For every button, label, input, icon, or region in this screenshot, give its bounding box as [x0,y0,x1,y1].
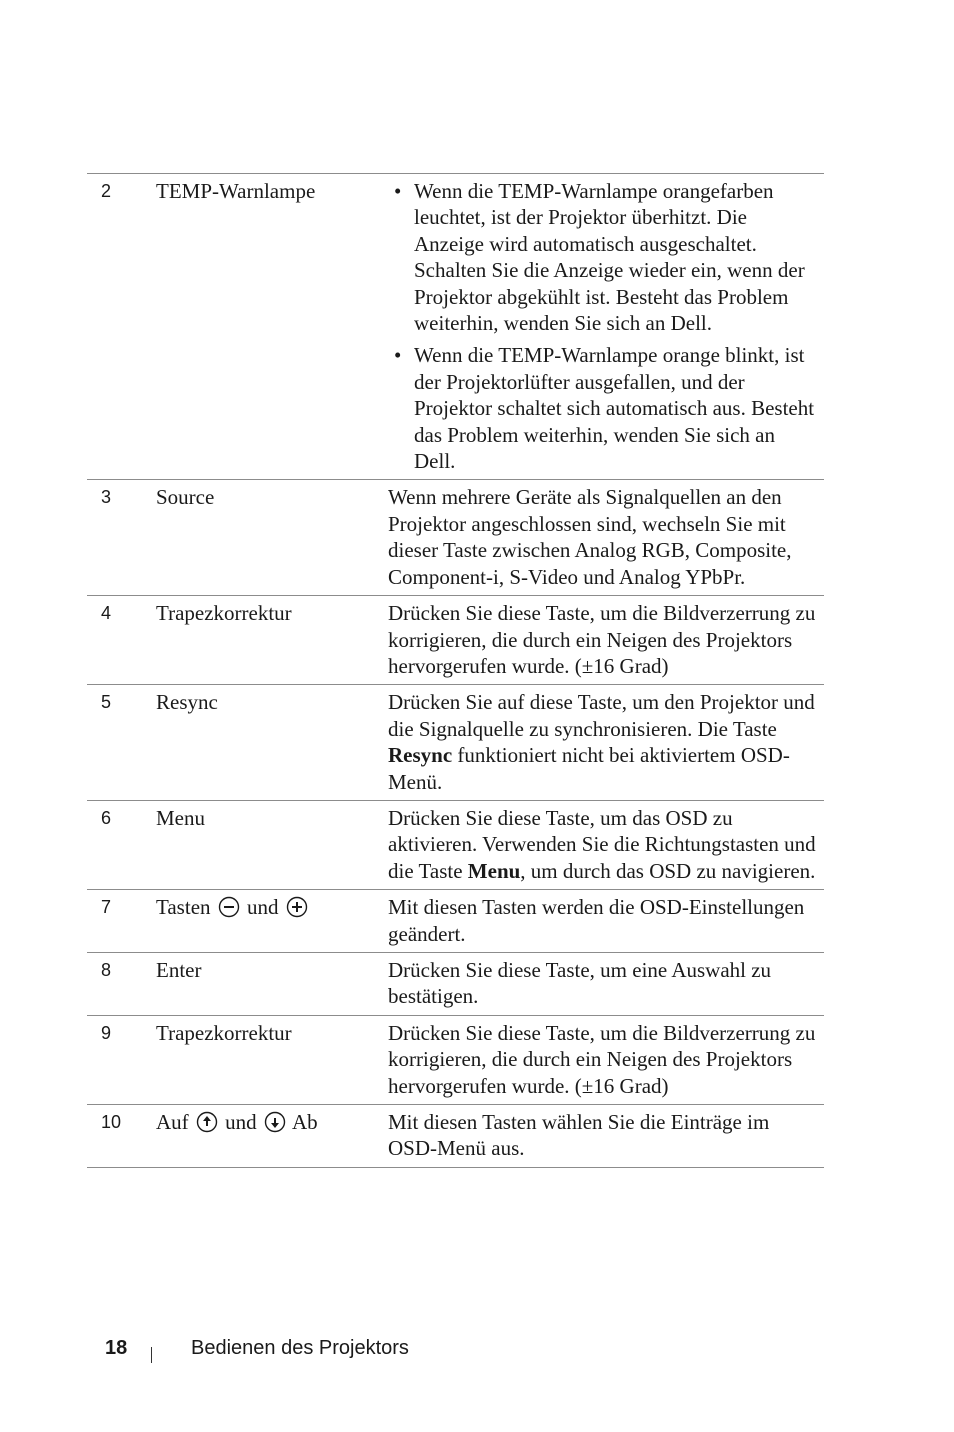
control-description: Mit diesen Tasten wählen Sie die Einträge im OSD-Menü aus. [388,1110,770,1161]
control-name [156,1105,388,1168]
control-description [388,800,824,889]
down-arrow-circle-icon [264,1111,286,1133]
control-name: Trapezkorrektur [156,601,292,626]
row-number: 5 [101,692,112,713]
control-name: Trapezkorrektur [156,1020,292,1045]
control-name: TEMP-Warnlampe [156,179,316,203]
description-text: Drücken Sie diese Taste, um das OSD zu aktivieren. Verwenden Sie die Richtungstasten und die Taste [388,805,816,883]
description-text: , um durch das OSD zu navigieren. [520,858,816,883]
table-row [87,685,824,801]
list-item [388,178,820,336]
table-row [87,890,824,953]
row-number: 9 [101,1022,112,1043]
row-number: 10 [101,1112,122,1132]
control-name: Enter [156,957,202,982]
table-row [87,1105,824,1168]
minus-circle-icon [218,896,240,918]
control-description: Drücken Sie diese Taste, um eine Auswahl zu bestätigen. [388,957,772,1009]
row-number: 7 [101,897,112,918]
control-name-text: und [225,1110,257,1134]
control-description [388,685,824,801]
row-number: 2 [101,181,112,201]
row-number: 3 [101,487,112,508]
row-number: 8 [101,959,112,980]
control-description: Drücken Sie diese Taste, um die Bildverzerrung zu korrigieren, die durch ein Neigen des Projektors hervorgerufen wurde. (±16 Grad) [388,601,816,678]
table-row [87,952,824,1015]
table-row [87,596,824,685]
control-panel-table [87,173,824,1168]
bullet-text: Wenn die TEMP-Warnlampe orange blinkt, ist der Projektorlüfter ausgefallen, und der Projektor schaltet sich automatisch aus. Besteht das Problem weiterhin, wenden Sie sich an Dell. [414,343,815,474]
control-name [156,890,388,953]
plus-circle-icon [286,896,308,918]
control-name: Menu [156,805,205,830]
table-row [87,480,824,596]
control-description: Wenn mehrere Geräte als Signalquellen an den Projektor angeschlossen sind, wechseln Sie mit dieser Taste zwischen Analog RGB, Composite, Component-i, S-Video und Analog YPbPr. [388,485,792,589]
bullet-icon: • [394,343,402,368]
description-text: funktioniert nicht bei aktiviertem OSD-Menü. [388,743,790,794]
control-name: Source [156,485,215,510]
row-number: 6 [101,807,112,828]
table-row [87,800,824,889]
control-name-text: und [247,895,279,920]
description-text: Drücken Sie auf diese Taste, um den Projektor und die Signalquelle zu synchronisieren. Die Taste [388,690,815,741]
table-row [87,174,824,480]
control-description: Drücken Sie diese Taste, um die Bildverzerrung zu korrigieren, die durch ein Neigen des Projektors hervorgerufen wurde. (±16 Grad) [388,1020,816,1098]
section-title: Bedienen des Projektors [191,1337,409,1359]
list-item [388,342,820,474]
bullet-icon: • [394,179,402,203]
row-number: 4 [101,603,112,624]
bullet-text: Wenn die TEMP-Warnlampe orangefarben leuchtet, ist der Projektor überhitzt. Die Anzeige wird automatisch ausgeschaltet. Schalten Sie die Anzeige wieder ein, wenn der Projektor abgekühlt ist. Besteht das Problem weiterhin, wenden Sie sich an Dell. [414,179,805,336]
table-row [87,1015,824,1104]
description-bold-term: Resync [388,743,453,768]
footer-divider [151,1347,152,1363]
bullet-list [388,178,820,474]
control-description: Mit diesen Tasten werden die OSD-Einstellungen geändert. [388,895,805,946]
control-name-text: Tasten [156,895,211,920]
control-description [388,174,824,480]
control-name-text: Auf [156,1110,189,1134]
up-arrow-circle-icon [196,1111,218,1133]
page-number: 18 [105,1337,128,1359]
control-name: Resync [156,690,218,715]
control-name-text: Ab [292,1110,318,1134]
description-bold-term: Menu [467,858,521,883]
